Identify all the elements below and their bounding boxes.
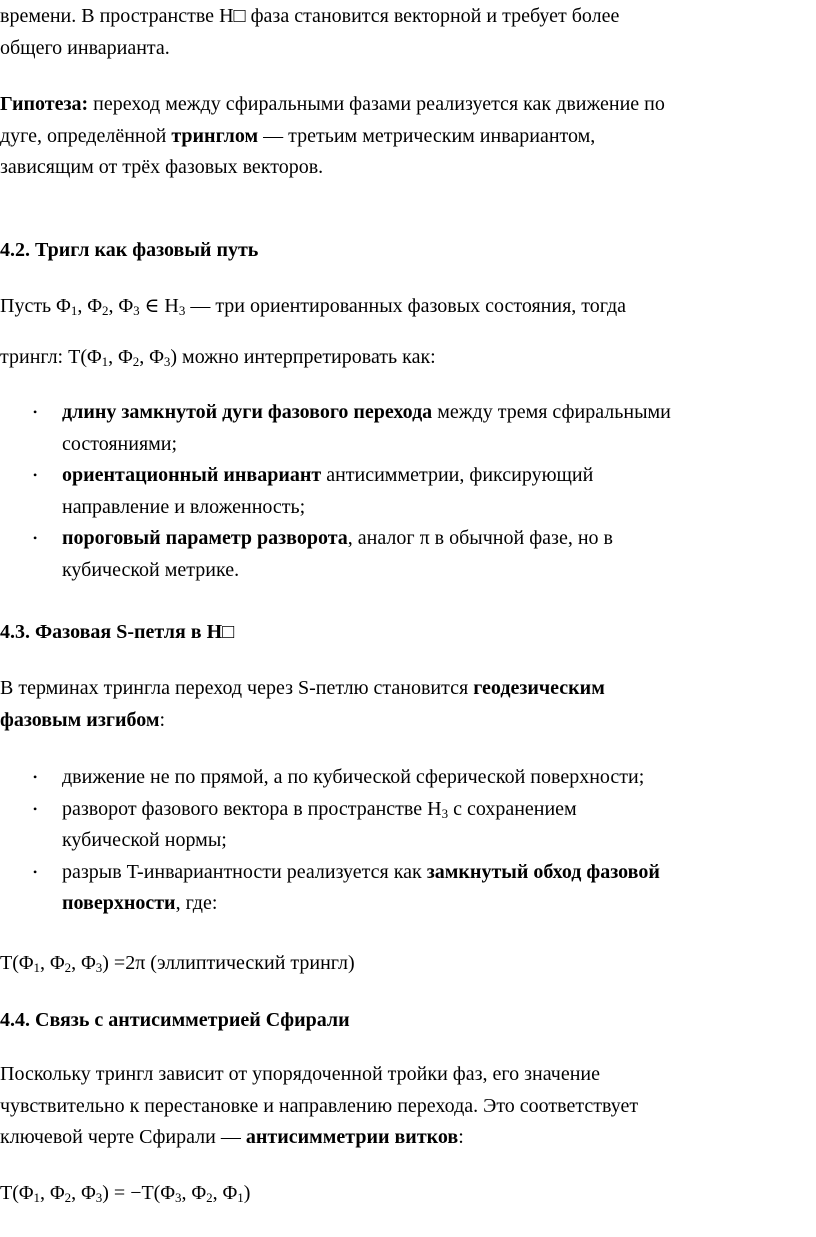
section-4-3-bullet-list — [0, 762, 660, 920]
hypothesis-line-3: зависящим от трёх фазовых векторов. — [0, 156, 324, 178]
hypothesis-label: Гипотеза: — [0, 93, 89, 115]
bullet-icon: • — [33, 864, 38, 879]
section-4-4-para-1: Поскольку трингл зависит от упорядоченной тройки фаз, его значение чувствительно к перестановке и направлению перехода. Это соответствует ключевой черте Сфирали — антисимметрии витков: — [0, 1063, 639, 1148]
section-4-3-heading-block — [0, 617, 234, 648]
bullet-icon: • — [33, 531, 38, 545]
list-item: • разворот фазового вектора в пространстве $H_3$ с сохранением кубической нормы; — [0, 794, 660, 857]
section-4-2-bullet-list — [0, 397, 671, 586]
hypothesis-line-1: Гипотеза: переход между сфиральными фазами реализуется как движение по — [0, 93, 665, 115]
bullet-icon: • — [33, 405, 38, 419]
bullet-icon: • — [33, 770, 38, 784]
list-item: • разрыв T-инвариантности реализуется как замкнутый обход фазовой поверхности, где: — [0, 857, 660, 920]
hypothesis-line-2: дуге, определённой тринглом — третьим метрическим инвариантом, — [0, 124, 596, 147]
section-4-2-heading: 4.2. Тригл как фазовый путь — [0, 239, 259, 261]
hypothesis-term: тринглом — [171, 124, 259, 147]
intro-paragraph — [0, 1, 619, 64]
section-4-4-heading-block — [0, 1005, 350, 1036]
section-4-3-formula: $T(\Phi_1$, $\Phi_2$, $\Phi_3) =2\pi$ (эллиптический трингл) — [0, 952, 355, 975]
section-4-3-para-1: В терминах трингла переход через S-петлю становится геодезическим фазовым изгибом: — [0, 677, 605, 731]
section-4-4-heading: 4.4. Связь с антисимметрией Сфирали — [0, 1009, 350, 1031]
bullet-icon: • — [33, 468, 38, 482]
list-item: • пороговый параметр разворота, аналог π в обычной фазе, но в кубической метрике. — [0, 523, 671, 586]
list-item: • длину замкнутой дуги фазового перехода между тремя сфиральными состояниями; — [0, 397, 671, 460]
section-4-2-para-1: Пусть $\Phi_1$, $\Phi_2$, $\Phi_3$ ∈ $H_3$ — три ориентированных фазовых состояния, тогда — [0, 295, 627, 318]
intro-line-1: времени. В пространстве H□ фаза становится векторной и требует более — [0, 5, 620, 27]
section-4-4-formula: $T(\Phi_1$, $\Phi_2$, $\Phi_3) = -T(\Phi_3$, $\Phi_2$, $\Phi_1$) — [0, 1182, 251, 1205]
section-4-3-heading: 4.3. Фазовая S-петля в H□ — [0, 621, 235, 643]
intro-line-2: общего инварианта. — [0, 36, 170, 59]
list-item: • ориентационный инвариант антисимметрии, фиксирующий направление и вложенность; — [0, 460, 671, 523]
hypothesis-paragraph — [0, 89, 665, 184]
bullet-icon: • — [33, 801, 38, 816]
section-4-2-para-2: трингл: $T(\Phi_1$, $\Phi_2$, $\Phi_3$) можно интерпретировать как: — [0, 346, 436, 369]
list-item: • движение не по прямой, а по кубической сферической поверхности; — [0, 762, 660, 794]
section-4-2-heading-block — [0, 235, 258, 266]
